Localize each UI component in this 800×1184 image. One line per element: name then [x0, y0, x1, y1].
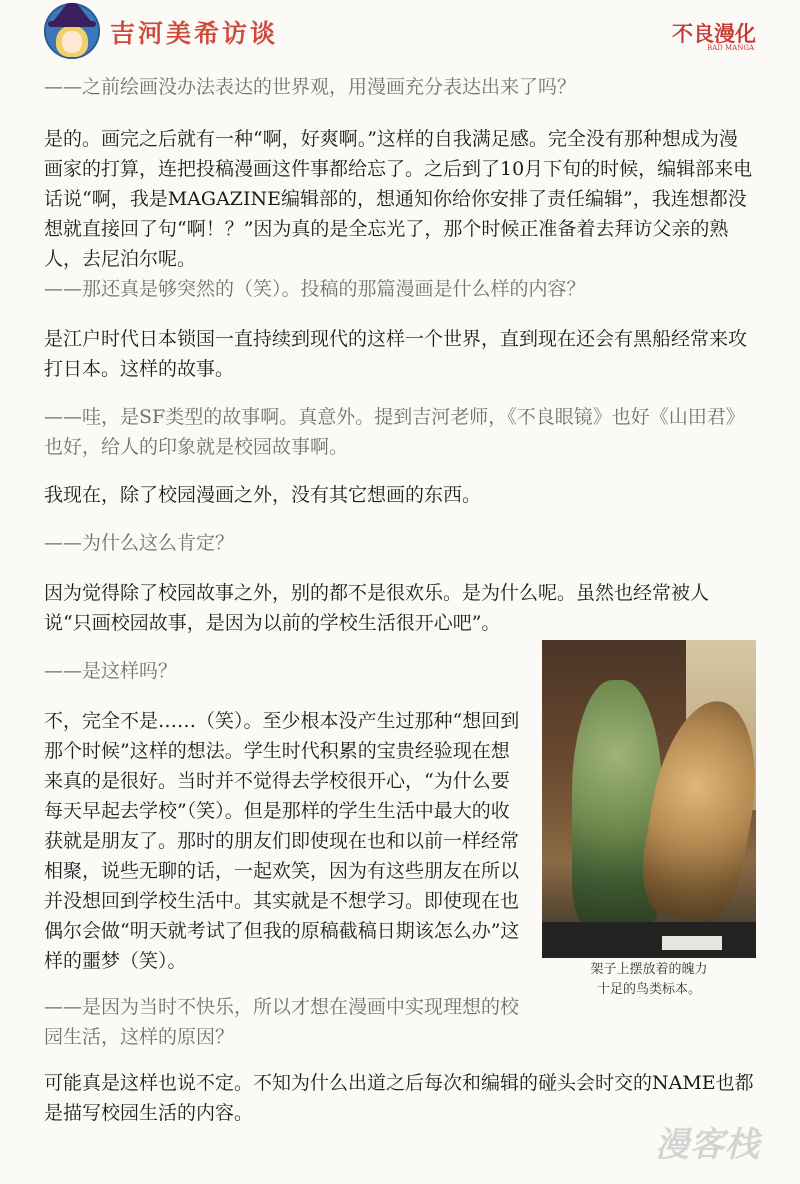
page-title: 吉河美希访谈: [110, 19, 279, 48]
bird-specimen-photo: [542, 640, 756, 958]
answer-paragraph: 不，完全不是……（笑）。至少根本没产生过那种“想回到那个时候”这样的想法。学生时代积累的宝贵经验现在想来真的是很好。当时并不觉得去学校很开心，“为什么要每天早起去学校”（笑）。但是那样的学生生活中最大的收获就是朋友了。那时的朋友们即使现在也和以前一样经常相聚，说些无聊的话，一起欢笑，因为有这些朋友在所以并没想回到学校生活中。其实就是不想学习。即使现在也偶尔会做“明天就考试了但我的原稿截稿日期该怎么办”这样的噩梦（笑）。: [44, 710, 520, 972]
answer-paragraph: 我现在，除了校园漫画之外，没有其它想画的东西。: [44, 484, 482, 506]
avatar: [44, 3, 100, 59]
answer-paragraph: 是的。画完之后就有一种“啊，好爽啊。”这样的自我满足感。完全没有那种想成为漫画家的打算，连把投稿漫画这件事都给忘了。之后到了10月下旬的时候，编辑部来电话说“啊，我是MAGAZINE编辑部的，想通知你给你安排了责任编辑”，我连想都没想就直接回了句“啊！？”因为真的是全忘光了，那个时候正准备着去拜访父亲的熟人，去尼泊尔呢。: [44, 128, 753, 270]
brand-logo-sub: BAD MANGA: [706, 44, 754, 52]
answer-paragraph: 因为觉得除了校园故事之外，别的都不是很欢乐。是为什么呢。虽然也经常被人说“只画校园故事，是因为以前的学校生活很开心吧”。: [44, 582, 710, 634]
watermark-logo: 漫客栈: [655, 1125, 760, 1165]
photo-figure: [542, 640, 756, 1000]
answer-paragraph: 可能真是这样也说不定。不知为什么出道之后每次和编辑的碰头会时交的NAME也都是描写校园生活的内容。: [44, 1072, 754, 1124]
question-paragraph: ——为什么这么肯定？: [44, 532, 235, 554]
question-paragraph: ——那还真是够突然的（笑）。投稿的那篇漫画是什么样的内容？: [44, 278, 586, 300]
photo-caption-line: 十足的鸟类标本。: [596, 982, 701, 997]
question-paragraph: ——之前绘画没办法表达的世界观，用漫画充分表达出来了吗？: [44, 76, 577, 98]
question-paragraph: ——是因为当时不快乐，所以才想在漫画中实现理想的校园生活，这样的原因？: [44, 996, 520, 1048]
answer-paragraph: 是江户时代日本锁国一直持续到现代的这样一个世界，直到现在还会有黑船经常来攻打日本。这样的故事。: [44, 328, 748, 380]
photo-caption-line: 架子上摆放着的魄力: [590, 962, 708, 977]
question-paragraph: ——哇，是SF类型的故事啊。真意外。提到吉河老师，《不良眼镜》也好《山田君》也好，给人的印象就是校园故事啊。: [44, 406, 745, 458]
brand-logo: 不良漫化: [672, 21, 756, 46]
page-header: [0, 0, 800, 64]
photo-caption: [542, 960, 756, 1000]
question-paragraph: ——是这样吗？: [44, 660, 178, 682]
